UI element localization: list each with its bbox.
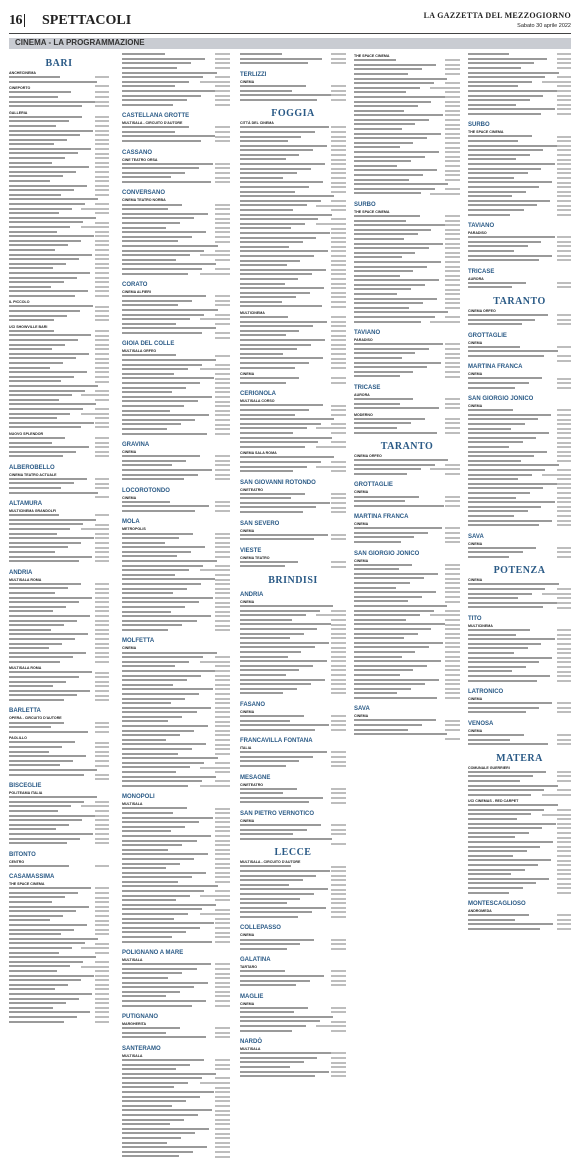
showtime-line	[468, 793, 571, 798]
cinema-name: CITTÀ DEL CINEMA	[240, 121, 274, 126]
showtime-line	[468, 354, 571, 359]
cinema-name: MULTICINEMA	[240, 310, 265, 315]
showtime-line	[9, 454, 109, 459]
town-heading: FRANCAVILLA FONTANA	[240, 738, 313, 745]
showtime-line	[354, 540, 460, 545]
town-heading: CASSANO	[122, 149, 153, 156]
showtime-line	[354, 472, 460, 477]
cinema-name: CINEMA	[240, 818, 255, 823]
section-title: SPETTACOLI	[42, 13, 132, 28]
town-heading: MARTINA FRANCA	[354, 514, 409, 521]
town-heading: CASAMASSIMA	[9, 874, 55, 881]
showtime-line	[122, 756, 230, 761]
page-header	[9, 10, 571, 34]
town-heading: VENOSA	[468, 720, 494, 727]
showtime-line	[122, 1154, 230, 1159]
town-heading: CERIGNOLA	[240, 391, 276, 398]
town-heading: SURBO	[354, 201, 376, 208]
showtime-line	[468, 258, 571, 263]
cinema-name: PARADISO	[468, 231, 487, 235]
cinema-name: MULTISALA ROMA	[9, 577, 42, 582]
listing-column-1	[9, 52, 109, 887]
cinema-name: AURORA	[468, 276, 484, 281]
town-heading: SAN SEVERO	[240, 520, 280, 527]
showtime-line	[240, 800, 346, 805]
cinema-name: THE SPACE CINEMA	[468, 130, 504, 135]
showtime-line	[9, 294, 109, 299]
town-heading: POLIGNANO A MARE	[122, 950, 184, 957]
town-heading: CONVERSANO	[122, 190, 166, 197]
showtime-line	[468, 322, 571, 327]
showtime-line	[240, 764, 346, 769]
cinema-name: PAOLILLO	[9, 736, 27, 741]
town-heading: FASANO	[240, 701, 266, 708]
issue-date: Sabato 30 aprile 2022	[517, 23, 571, 29]
showtime-line	[240, 417, 346, 422]
cinema-name: UCI CINEMAS - RED CARPET	[468, 799, 519, 804]
town-heading: MOLFETTA	[122, 638, 155, 645]
cinema-name: TARTARO	[240, 965, 258, 970]
cinema-name: CINEMA ALFIERI	[122, 289, 151, 294]
listing-column-2	[122, 52, 230, 1058]
cinema-name: CINEMA TEATRO ACTUALE	[9, 472, 57, 477]
cinema-name: THE SPACE CINEMA	[354, 54, 390, 58]
cinema-name: CINEMA	[354, 714, 369, 719]
showtime-line	[122, 180, 230, 185]
cinema-name: MULTISALA - CIRCUITO D'AUTORE	[122, 121, 183, 126]
showtime-line	[468, 285, 571, 290]
showtime-line	[240, 564, 346, 569]
town-heading: COLLEPASSO	[240, 925, 281, 932]
showtime-line	[122, 559, 230, 564]
town-heading: BITONTO	[9, 851, 36, 858]
cinema-name: COMUNALE GUERRIERI	[468, 765, 510, 770]
cinema-name: MULTISALA CORSO	[240, 399, 275, 404]
page-number: 16	[9, 13, 25, 29]
showtime-line	[240, 728, 346, 733]
town-heading: ANDRIA	[240, 591, 264, 598]
showtime-line	[240, 93, 346, 98]
town-heading: LOCOROTONDO	[122, 487, 170, 494]
showtime-line	[240, 947, 346, 952]
town-heading: LATRONICO	[468, 689, 504, 695]
cinema-name: MULTICINEMA GRANDOLFI	[9, 509, 57, 514]
town-heading: MONOPOLI	[122, 794, 155, 801]
city-heading: MATERA	[496, 752, 543, 764]
town-heading: SAVA	[354, 706, 370, 713]
cinema-name: CINEMA	[468, 578, 483, 583]
cinema-name: MULTISALA	[240, 1047, 261, 1052]
cinema-name: ANDROMEDA	[468, 909, 492, 913]
cinema-name: ANCHECINEMA	[9, 71, 36, 75]
showtime-line	[468, 678, 571, 683]
showtime-line	[240, 469, 346, 474]
showtime-line	[122, 784, 230, 789]
showtime-line	[9, 772, 109, 777]
town-heading: SAN GIORGIO JONICO	[354, 550, 420, 557]
showtime-line	[240, 194, 346, 199]
section-banner	[9, 38, 571, 49]
town-heading: TAVIANO	[354, 330, 381, 337]
showtime-line	[240, 98, 346, 103]
town-heading: GROTTAGLIE	[354, 482, 393, 489]
showtime-line	[468, 710, 571, 715]
cinema-name: CINEPORTO	[9, 86, 31, 91]
cinema-name: METROPOLIS	[122, 527, 146, 532]
showtime-line	[9, 104, 109, 109]
cinema-name: AURORA	[354, 392, 370, 397]
town-heading: SAN GIOVANNI ROTONDO	[240, 479, 316, 486]
cinema-name: CINEMA	[354, 490, 369, 495]
cinema-name: CENTRO	[9, 859, 25, 864]
cinema-name: CINEMA	[468, 728, 483, 733]
cinema-name: OPERA - CIRCUITO D'AUTORE	[9, 716, 62, 721]
town-heading: PUTIGNANO	[122, 1013, 158, 1020]
cinema-name: MULTISALA	[122, 1053, 143, 1058]
showtime-line	[240, 1029, 346, 1034]
showtime-line	[122, 331, 230, 336]
showtime-line	[9, 795, 109, 800]
showtime-line	[468, 112, 571, 117]
town-heading: ALTAMURA	[9, 501, 43, 508]
cinema-name: MULTISALA ROMA	[9, 666, 42, 671]
cinema-name: THE SPACE CINEMA	[9, 882, 45, 887]
town-heading: ANDRIA	[9, 569, 33, 576]
showtime-line	[240, 537, 346, 542]
showtime-line	[122, 477, 230, 482]
town-heading: ALBEROBELLO	[9, 464, 55, 471]
cinema-name: ITALIA	[240, 746, 252, 751]
cinema-name: MULTISALA - CIRCUITO D'AUTORE	[240, 860, 301, 865]
showtime-line	[354, 182, 460, 187]
cinema-name: CINEMA	[122, 495, 137, 500]
listing-column-4	[354, 52, 460, 830]
masthead: LA GAZZETTA DEL MEZZOGIORNO	[423, 11, 571, 20]
town-heading: CASTELLANA GROTTE	[122, 113, 190, 120]
cinema-name: CINEMA ORFEO	[468, 308, 496, 313]
showtime-line	[240, 61, 346, 66]
showtime-line	[468, 212, 571, 217]
showtime-line	[354, 191, 460, 196]
town-heading: SURBO	[468, 122, 490, 129]
showtime-line	[354, 696, 460, 701]
showtime-line	[468, 555, 571, 560]
cinema-name: CINEMA	[240, 709, 255, 714]
town-heading: VIESTE	[240, 547, 262, 554]
showtime-line	[354, 504, 460, 509]
town-heading: TERLIZZI	[240, 71, 267, 78]
showtime-line	[122, 271, 230, 276]
cinema-name: CINEMA	[240, 528, 255, 533]
showtime-line	[122, 628, 230, 633]
showtime-line	[9, 318, 109, 323]
city-heading: BRINDISI	[268, 574, 318, 586]
showtime-line	[354, 458, 460, 463]
town-heading: MONTESCAGLIOSO	[468, 901, 526, 907]
cinema-name: CINEMA	[240, 599, 255, 604]
showtime-line	[468, 386, 571, 391]
showtime-line	[468, 927, 571, 932]
cinema-name: CINEMA TEATRO	[240, 555, 270, 560]
cinema-name: MULTISALA	[122, 802, 143, 807]
showtime-line	[468, 742, 571, 747]
town-heading: SAN GIORGIO JONICO	[468, 396, 534, 403]
cinema-name: POLITEAMA ITALIA	[9, 791, 43, 795]
showtime-line	[9, 1019, 109, 1024]
banner-title: CINEMA - LA PROGRAMMAZIONE	[15, 38, 145, 47]
city-heading: LECCE	[274, 847, 312, 859]
town-heading: GRAVINA	[122, 442, 150, 448]
town-heading: TITO	[468, 615, 482, 622]
showtime-line	[240, 365, 346, 370]
showtime-line	[122, 431, 230, 436]
town-heading: MAGLIE	[240, 993, 264, 1000]
showtime-line	[354, 732, 460, 737]
cinema-name: MULTISALA ORFEO	[122, 349, 157, 354]
showtime-line	[354, 319, 460, 324]
cinema-name: CINEMA	[240, 933, 255, 938]
town-heading: MESAGNE	[240, 774, 271, 781]
showtime-line	[240, 381, 346, 386]
town-heading: BARLETTA	[9, 708, 41, 715]
showtime-line	[122, 103, 230, 108]
showtime-line	[9, 698, 109, 703]
showtime-line	[354, 223, 460, 228]
showtime-line	[122, 939, 230, 944]
cinema-name: CINEMA	[240, 1001, 255, 1006]
showtime-line	[354, 430, 460, 435]
city-heading: TARANTO	[493, 295, 546, 307]
showtime-line	[122, 1035, 230, 1040]
showtime-line	[9, 660, 109, 665]
town-heading: CORATO	[122, 281, 148, 288]
cinema-name: CINEMA TEATRO NORBA	[122, 198, 166, 203]
showtime-line	[122, 509, 230, 514]
town-heading: GROTTAGLIE	[468, 332, 507, 339]
cinema-name: THE SPACE CINEMA	[354, 209, 390, 214]
town-heading: MARTINA FRANCA	[468, 364, 523, 371]
showtime-line	[240, 983, 346, 988]
cinema-name: CINE TEATRO ORSA	[122, 157, 158, 162]
town-heading: MOLA	[122, 519, 140, 526]
cinema-name: MARGHERITA	[122, 1021, 147, 1026]
showtime-line	[9, 955, 109, 960]
showtime-line	[354, 374, 460, 379]
cinema-name: UCI SHOWVILLE BARI	[9, 324, 48, 329]
cinema-name: CINEMA	[240, 372, 255, 377]
showtime-line	[122, 1003, 230, 1008]
cinema-name: CINEMA	[468, 541, 483, 546]
cinema-name: CINEMA	[122, 646, 137, 651]
showtime-line	[240, 445, 346, 450]
showtime-line	[122, 358, 230, 363]
cinema-name: CINEMA	[468, 697, 483, 701]
cinema-name: CINEMA	[468, 372, 483, 377]
showtime-line	[468, 890, 571, 895]
showtime-line	[9, 559, 109, 564]
cinema-name: MULTISALA	[122, 958, 143, 963]
cinema-name: CINEMA	[468, 340, 483, 345]
cinema-name: MODERNO	[354, 412, 373, 417]
town-heading: NARDÒ	[240, 1039, 262, 1046]
town-heading: BISCEGLIE	[9, 783, 42, 789]
showtime-line	[240, 510, 346, 515]
town-heading: TRICASE	[468, 268, 495, 275]
cinema-name: CINETEATRO	[240, 782, 264, 787]
showtime-line	[240, 1074, 346, 1079]
showtime-line	[240, 1051, 346, 1056]
city-heading: BARI	[45, 58, 73, 69]
cinema-name: NUOVO SPLENDOR	[9, 431, 44, 436]
showtime-line	[240, 837, 346, 842]
showtime-line	[9, 491, 109, 496]
showtime-line	[9, 730, 109, 735]
showtime-line	[468, 523, 571, 528]
city-heading: POTENZA	[493, 565, 546, 577]
cinema-name: CINEMA SALA ROMA	[240, 451, 277, 456]
cinema-name: CINEMA	[354, 558, 369, 563]
town-heading: TAVIANO	[468, 223, 495, 229]
city-heading: TARANTO	[380, 440, 434, 452]
showtime-line	[9, 841, 109, 846]
showtime-line	[240, 915, 346, 920]
showtime-line	[354, 406, 460, 411]
town-heading: SAVA	[468, 533, 484, 540]
showtime-line	[122, 139, 230, 144]
cinema-name: CINEMA	[122, 450, 137, 454]
showtime-line	[9, 864, 109, 869]
town-heading: TRICASE	[354, 384, 381, 391]
cinema-name: CINEMA	[468, 404, 483, 409]
cinema-name: MULTICINEMA	[468, 623, 493, 628]
showtime-line	[240, 304, 346, 309]
cinema-name: CINETEATRO	[240, 487, 264, 492]
showtime-line	[9, 80, 109, 85]
cinema-name: CINEMA ORFEO	[354, 453, 382, 458]
cinema-name: IL PICCOLO	[9, 300, 30, 305]
town-heading: SAN PIETRO VERNOTICO	[240, 810, 315, 817]
city-heading: FOGGIA	[271, 108, 315, 120]
showtime-line	[9, 425, 109, 430]
cinema-name: CINEMA	[354, 522, 369, 527]
showtime-line	[468, 605, 571, 610]
cinema-name: CINEMA	[240, 79, 255, 84]
cinema-name: PARADISO	[354, 338, 373, 343]
listing-column-5	[468, 52, 571, 913]
town-heading: SANTERAMO	[122, 1045, 161, 1052]
cinema-name: GALLERIA	[9, 110, 28, 115]
showtime-line	[240, 691, 346, 696]
listing-column-3	[240, 52, 346, 1052]
town-heading: GALATINA	[240, 957, 271, 964]
town-heading: GIOIA DEL COLLE	[122, 341, 175, 348]
